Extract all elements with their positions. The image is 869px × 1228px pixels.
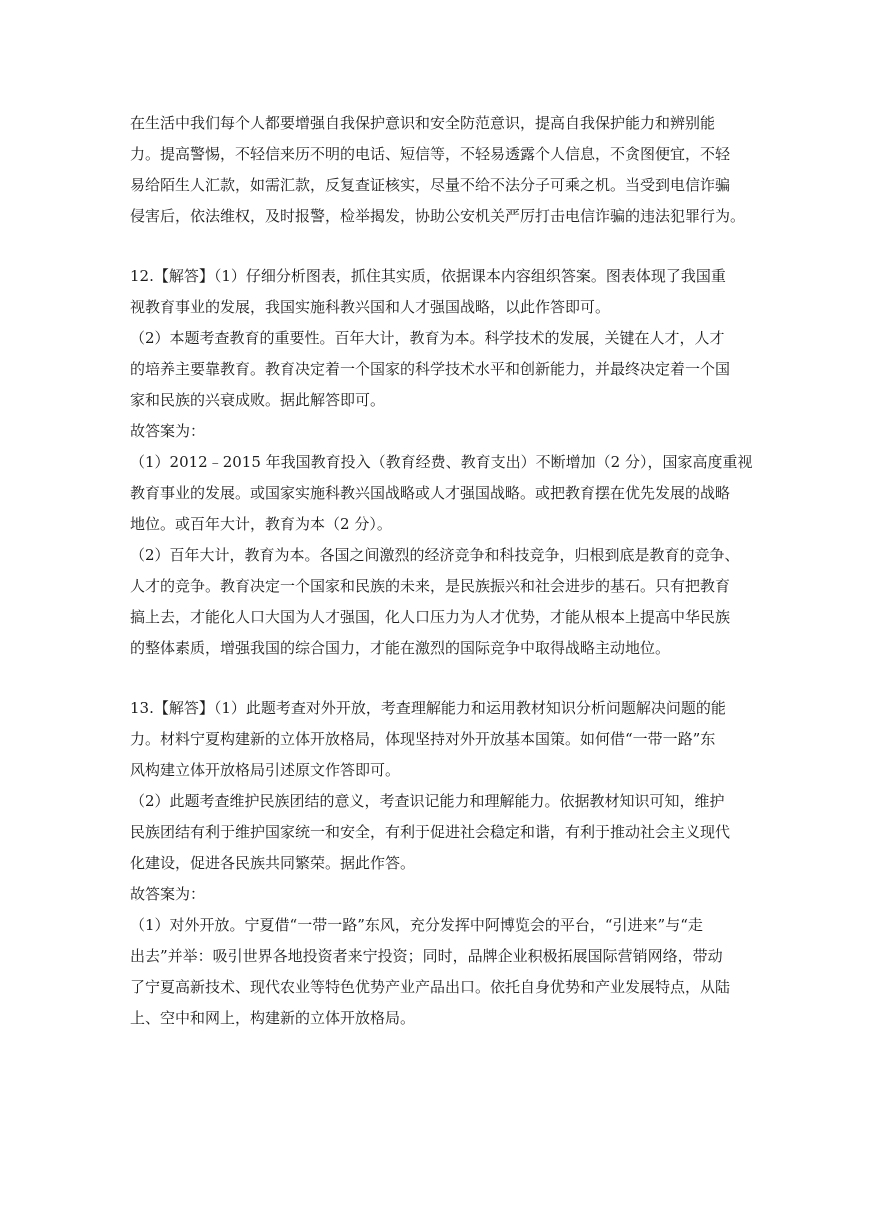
text-line: （2）此题考查维护民族团结的意义，考查识记能力和理解能力。依据教材知识可知，维护 bbox=[130, 792, 725, 810]
intro-paragraph bbox=[130, 108, 770, 232]
text-line: 出去”并举：吸引世界各地投资者来宁投资；同时，品牌企业积极拓展国际营销网络，带动 bbox=[130, 947, 723, 965]
text-line: 上、空中和网上，构建新的立体开放格局。 bbox=[130, 1009, 416, 1027]
text-line: 民族团结有利于维护国家统一和安全，有利于促进社会稳定和谐，有利于推动社会主义现代 bbox=[130, 823, 731, 841]
text-line: 风构建立体开放格局引述原文作答即可。 bbox=[130, 761, 401, 779]
text-line: 的整体素质，增强我国的综合国力，才能在激烈的国际竞争中取得战略主动地位。 bbox=[130, 639, 671, 657]
text-line: 在生活中我们每个人都要增强自我保护意识和安全防范意识，提高自我保护能力和辨别能 bbox=[130, 114, 716, 132]
paragraph-gap bbox=[130, 664, 770, 693]
document-page bbox=[130, 108, 770, 1034]
text-line: （1）2012﹣2015 年我国教育投入（教育经费、教育支出）不断增加（2 分），国家高度重视 bbox=[130, 453, 753, 471]
text-line: 视教育事业的发展，我国实施科教兴国和人才强国战略，以此作答即可。 bbox=[130, 298, 611, 316]
text-line: 的培养主要靠教育。教育决定着一个国家的科学技术水平和创新能力，并最终决定着一个国 bbox=[130, 360, 731, 378]
text-line: （2）本题考查教育的重要性。百年大计，教育为本。科学技术的发展，关键在人才，人才 bbox=[130, 329, 725, 347]
question-12-answer bbox=[130, 261, 770, 664]
text-line: 化建设，促进各民族共同繁荣。据此作答。 bbox=[130, 854, 416, 872]
text-line: 易给陌生人汇款，如需汇款，反复查证核实，尽量不给不法分子可乘之机。当受到电信诈骗 bbox=[130, 176, 731, 194]
text-line: 搞上去，才能化人口大国为人才强国，化人口压力为人才优势，才能从根本上提高中华民族 bbox=[130, 608, 731, 626]
text-line: 了宁夏高新技术、现代农业等特色优势产业产品出口。依托自身优势和产业发展特点，从陆 bbox=[130, 978, 731, 996]
paragraph-gap bbox=[130, 232, 770, 261]
text-line: 12.【解答】（1）仔细分析图表，抓住其实质，依据课本内容组织答案。图表体现了我国重 bbox=[130, 267, 726, 285]
text-line: 教育事业的发展。或国家实施科教兴国战略或人才强国战略。或把教育摆在优先发展的战略 bbox=[130, 484, 731, 502]
text-line: 家和民族的兴衰成败。据此解答即可。 bbox=[130, 391, 386, 409]
text-line: 人才的竞争。教育决定一个国家和民族的未来，是民族振兴和社会进步的基石。只有把教育 bbox=[130, 577, 731, 595]
text-line: 力。提高警惕，不轻信来历不明的电话、短信等，不轻易透露个人信息，不贪图便宜，不轻 bbox=[130, 145, 731, 163]
text-line: 侵害后，依法维权，及时报警，检举揭发，协助公安机关严厉打击电信诈骗的违法犯罪行为。 bbox=[130, 207, 746, 225]
text-line: 故答案为： bbox=[130, 422, 206, 440]
text-line: （2）百年大计，教育为本。各国之间激烈的经济竞争和科技竞争，归根到底是教育的竞争、 bbox=[130, 546, 740, 564]
text-line: 力。材料宁夏构建新的立体开放格局，体现坚持对外开放基本国策。如何借“一带一路”东 bbox=[130, 730, 716, 748]
text-line: 地位。或百年大计，教育为本（2 分）。 bbox=[130, 515, 392, 533]
text-line: 13.【解答】（1）此题考查对外开放，考查理解能力和运用教材知识分析问题解决问题的能 bbox=[130, 699, 726, 717]
question-13-answer bbox=[130, 693, 770, 1034]
text-line: （1）对外开放。宁夏借“一带一路”东风，充分发挥中阿博览会的平台，“引进来”与“走 bbox=[130, 916, 703, 934]
text-line: 故答案为： bbox=[130, 885, 206, 903]
